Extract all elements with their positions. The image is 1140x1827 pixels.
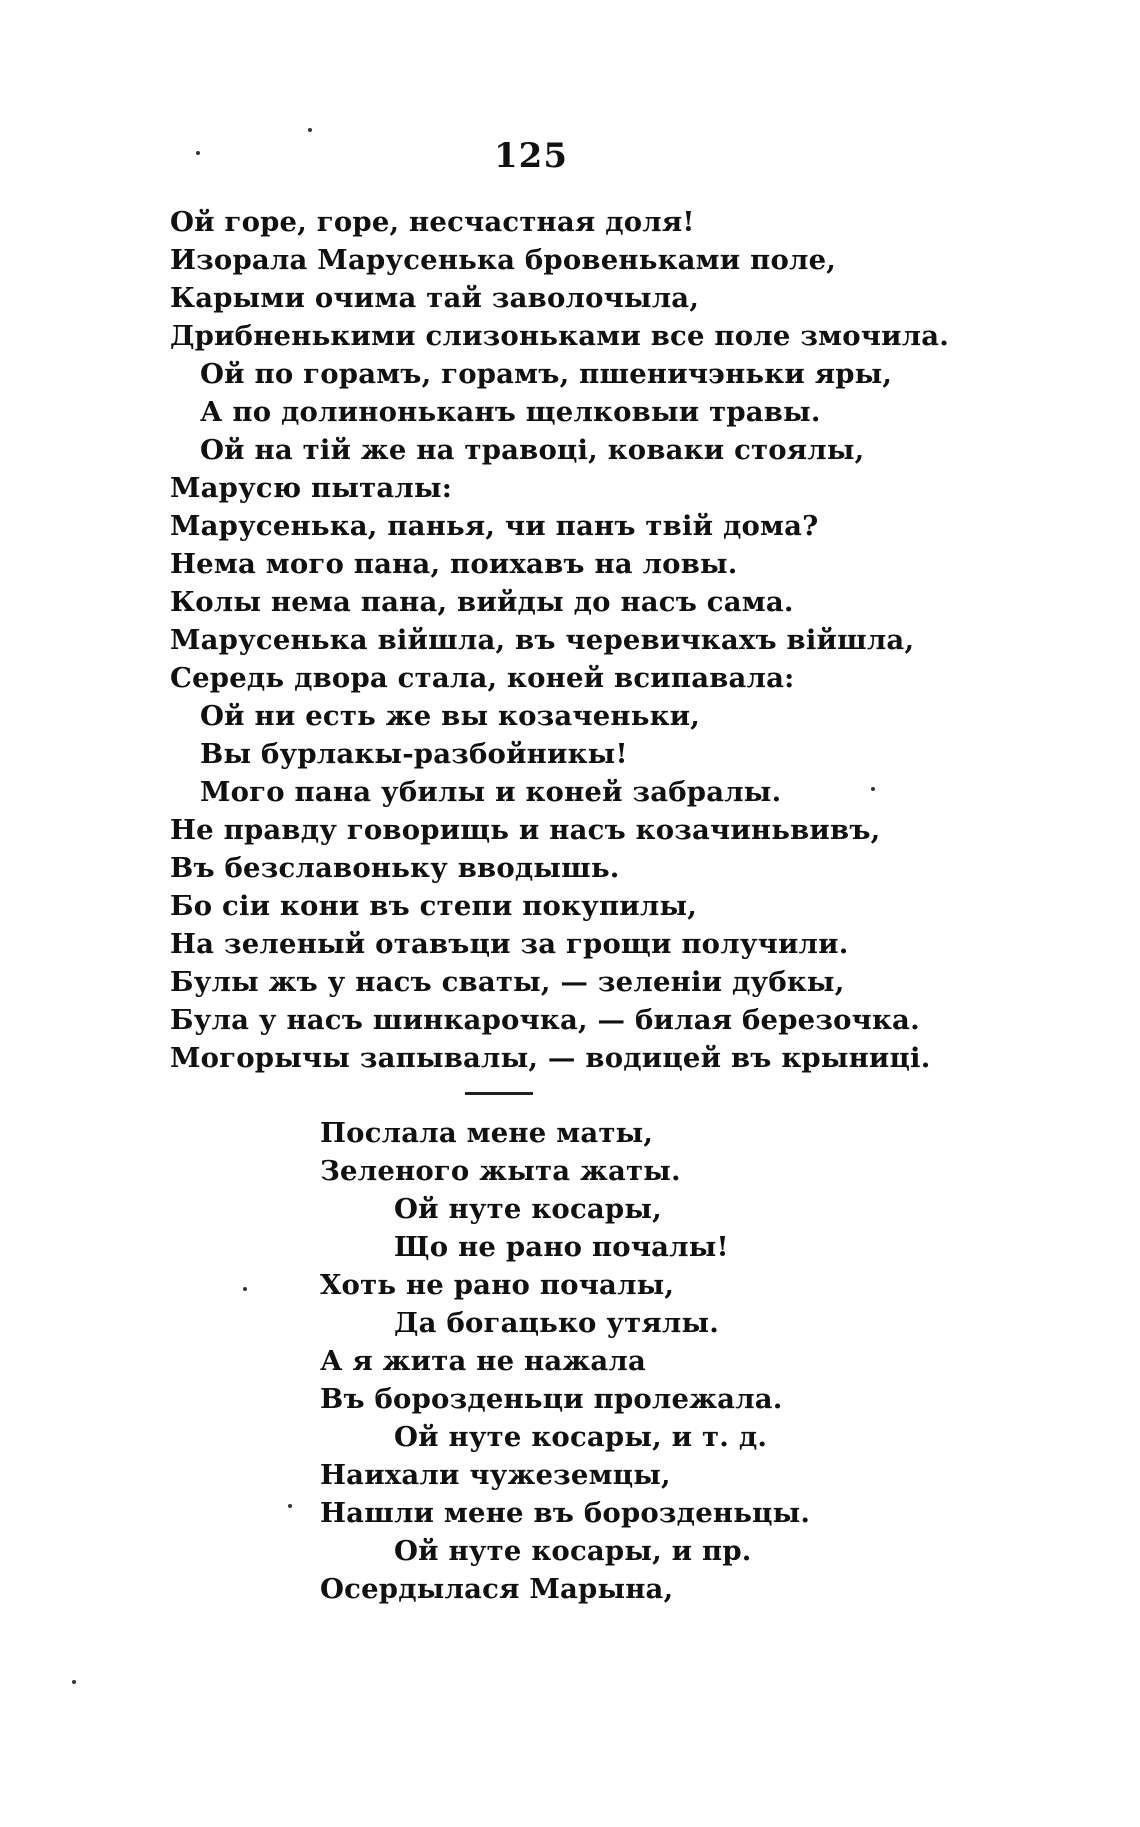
scan-speck xyxy=(196,151,200,155)
stanza1-line-16: Мого пана убилы и коней забралы. xyxy=(200,776,782,808)
stanza1-line-4: Дрибненькими слизоньками все поле змочила. xyxy=(170,320,950,352)
page-number: 125 xyxy=(494,136,568,176)
stanza1-line-5: Ой по горамъ, горамъ, пшеничэньки яры, xyxy=(200,358,893,390)
stanza1-line-9: Марусенька, панья, чи панъ твій дома? xyxy=(170,510,819,542)
stanza1-line-19: Бо сiи кони въ степи покупилы, xyxy=(170,890,698,922)
stanza2-line-1: Послала мене маты, xyxy=(320,1117,654,1149)
scan-speck xyxy=(72,1680,76,1684)
stanza1-line-10: Нема мого пана, поихавъ на ловы. xyxy=(170,548,738,580)
stanza1-line-8: Марусю пыталы: xyxy=(170,472,453,504)
stanza2-line-4: Що не рано почалы! xyxy=(394,1231,729,1263)
stanza2-line-6: Да богацько утялы. xyxy=(394,1307,720,1339)
stanza1-line-23: Могорычы запывалы, — водицей въ крыницi. xyxy=(170,1042,931,1074)
stanza1-line-2: Изорала Марусенька бровеньками поле, xyxy=(170,244,837,276)
stanza1-line-15: Вы бурлакы-разбойникы! xyxy=(200,738,628,770)
stanza2-line-7: А я жита не нажала xyxy=(320,1345,646,1377)
stanza1-line-1: Ой горе, горе, несчастная доля! xyxy=(170,206,695,238)
stanza1-line-6: А по долиноньканъ щелковыи травы. xyxy=(200,396,821,428)
scan-speck xyxy=(308,128,312,132)
stanza2-line-13: Осердылася Марына, xyxy=(320,1573,674,1605)
stanza2-line-5: Хоть не рано почалы, xyxy=(320,1269,675,1301)
stanza1-line-14: Ой ни есть же вы козаченьки, xyxy=(200,700,701,732)
scan-speck xyxy=(243,1287,247,1291)
stanza2-line-8: Въ борозденьци пролежала. xyxy=(320,1383,783,1415)
stanza1-line-7: Ой на тій же на травоцi, коваки стоялы, xyxy=(200,434,865,466)
scan-speck xyxy=(288,1504,292,1508)
section-divider xyxy=(465,1092,533,1095)
scan-speck xyxy=(871,787,875,791)
stanza2-line-11: Нашли мене въ борозденьцы. xyxy=(320,1497,811,1529)
stanza1-line-11: Колы нема пана, вийды до насъ сама. xyxy=(170,586,794,618)
stanza1-line-12: Марусенька вiйшла, въ черевичкахъ вiйшла, xyxy=(170,624,915,656)
stanza1-line-13: Середь двора стала, коней всипавала: xyxy=(170,662,795,694)
stanza2-line-3: Ой нуте косары, xyxy=(394,1193,662,1225)
stanza2-line-2: Зеленого жыта жаты. xyxy=(320,1155,681,1187)
stanza1-line-3: Карыми очима тай заволочыла, xyxy=(170,282,700,314)
stanza1-line-17: Не правду говорищь и насъ козачиньвивъ, xyxy=(170,814,881,846)
stanza1-line-18: Въ безславоньку вводышь. xyxy=(170,852,620,884)
stanza2-line-9: Ой нуте косары, и т. д. xyxy=(394,1421,768,1453)
stanza2-line-12: Ой нуте косары, и пр. xyxy=(394,1535,752,1567)
stanza1-line-21: Булы жъ у насъ сваты, — зеленіи дубкы, xyxy=(170,966,845,998)
stanza1-line-20: На зеленый отавъци за грощи получили. xyxy=(170,928,849,960)
stanza2-line-10: Наихали чужеземцы, xyxy=(320,1459,671,1491)
stanza1-line-22: Була у насъ шинкарочка, — билая березочка. xyxy=(170,1004,920,1036)
